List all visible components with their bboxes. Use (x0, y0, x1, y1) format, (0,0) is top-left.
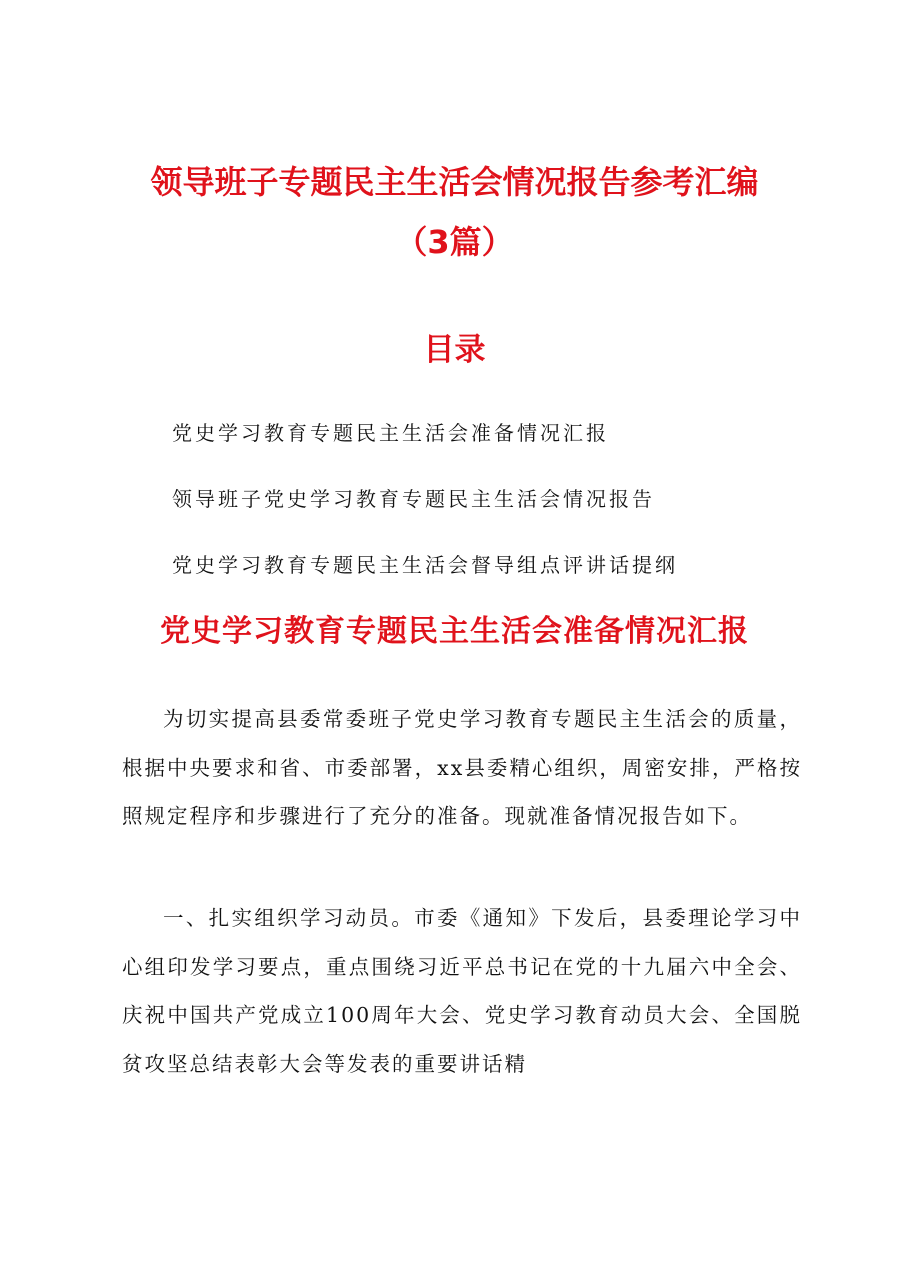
document-title-line-1: 领导班子专题民主生活会情况报告参考汇编 (150, 163, 759, 201)
toc-heading: 目录 (423, 332, 486, 368)
toc-item[interactable]: 党史学习教育专题民主生活会准备情况汇报 (172, 421, 609, 445)
document-title-line-2: （3篇） (395, 223, 514, 261)
body-paragraph: 一、扎实组织学习动员。市委《通知》下发后，县委理论学习中心组印发学习要点，重点围绕习近平总书记在党的十九届六中全会、庆祝中国共产党成立100周年大会、党史学习教育动员大会、全国脱贫攻坚总结表彰大会等发表的重要讲话精 (122, 906, 802, 1076)
body-paragraph: 为切实提高县委常委班子党史学习教育专题民主生活会的质量，根据中央要求和省、市委部署，xx县委精心组织，周密安排，严格按照规定程序和步骤进行了充分的准备。现就准备情况报告如下。 (122, 707, 802, 828)
toc-item[interactable]: 党史学习教育专题民主生活会督导组点评讲话提纲 (172, 553, 678, 577)
section-title: 党史学习教育专题民主生活会准备情况汇报 (160, 614, 749, 649)
toc-item[interactable]: 领导班子党史学习教育专题民主生活会情况报告 (172, 487, 655, 511)
